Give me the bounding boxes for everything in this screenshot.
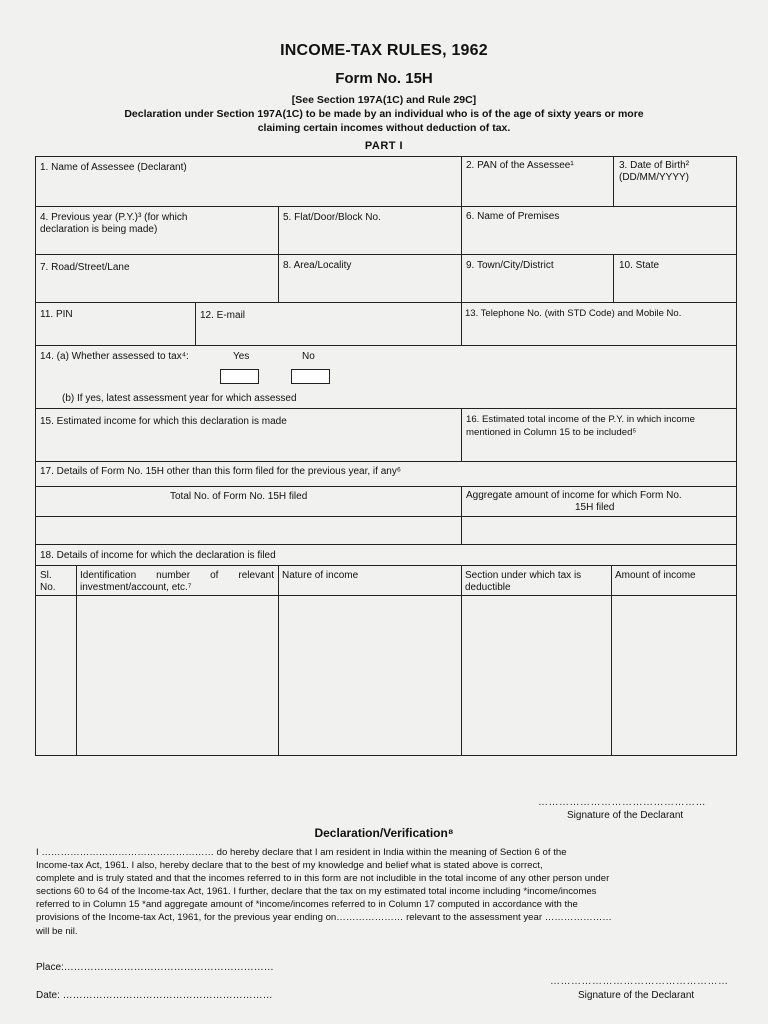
signature-label-2: Signature of the Declarant xyxy=(578,990,695,1001)
declaration-heading-line1: Declaration under Section 197A(1C) to be made by an individual who is of the age of sixty years or more xyxy=(124,108,644,120)
no-checkbox[interactable] xyxy=(291,369,330,384)
field-name-of-assessee[interactable]: 1. Name of Assessee (Declarant) xyxy=(40,162,187,173)
col-section-deductible: Section under which tax is xyxy=(465,570,582,581)
field-flat-door-block[interactable]: 5. Flat/Door/Block No. xyxy=(283,212,381,223)
field-telephone[interactable]: 13. Telephone No. (with STD Code) and Mobile No. xyxy=(465,308,682,319)
col-sl-no: Sl. xyxy=(40,570,52,581)
no-label: No xyxy=(302,351,315,362)
verification-line: I ……………………………………………… do hereby declare that I am resident in India within the meaning of Section 6 of the xyxy=(36,847,567,858)
col-section-deductible-line2: deductible xyxy=(465,582,511,593)
input-aggregate-amount[interactable] xyxy=(462,517,736,544)
part-label: PART I xyxy=(364,140,404,152)
col-sl-no-line2: No. xyxy=(40,582,56,593)
verification-line: complete and is truly stated and that the incomes referred to in this form are not includible in the total income of any other person under xyxy=(36,873,610,885)
col-nature-of-income: Nature of income xyxy=(282,570,359,581)
field-pin[interactable]: 11. PIN xyxy=(40,309,73,320)
yes-checkbox[interactable] xyxy=(220,369,259,384)
field-name-of-premises[interactable]: 6. Name of Premises xyxy=(466,211,560,222)
field-town-city[interactable]: 9. Town/City/District xyxy=(466,260,554,271)
field-area-locality[interactable]: 8. Area/Locality xyxy=(283,260,352,271)
field-other-forms-heading: 17. Details of Form No. 15H other than this form filed for the previous year, if any⁶ xyxy=(40,466,401,477)
col-identification-number: Identification number of relevant xyxy=(80,570,274,581)
field-previous-year[interactable]: 4. Previous year (P.Y.)³ (for which xyxy=(40,212,188,223)
col-total-forms-filed: Total No. of Form No. 15H filed xyxy=(170,491,308,502)
date-field[interactable]: Date: ……………………………………………………… xyxy=(36,990,273,1001)
verification-line: provisions of the Income-tax Act, 1961, for the previous year ending on………………… relevant to the assessment year ………………… xyxy=(36,912,612,924)
field-state[interactable]: 10. State xyxy=(619,260,660,271)
field-road-street[interactable]: 7. Road/Street/Lane xyxy=(40,262,130,273)
field-latest-assessment-year[interactable]: (b) If yes, latest assessment year for which assessed xyxy=(62,393,297,404)
form-title: Form No. 15H xyxy=(335,70,433,87)
input-total-forms-filed[interactable] xyxy=(36,517,461,544)
see-section: [See Section 197A(1C) and Rule 29C] xyxy=(291,94,477,106)
rules-title: INCOME-TAX RULES, 1962 xyxy=(280,42,488,59)
col-identification-number-line2: investment/account, etc.⁷ xyxy=(80,582,192,593)
col-amount-of-income: Amount of income xyxy=(615,570,696,581)
field-previous-year-note: declaration is being made) xyxy=(40,224,158,235)
field-estimated-total-income-note: mentioned in Column 15 to be included⁵ xyxy=(466,427,637,438)
signature-line-2[interactable]: …………………………………………… xyxy=(550,976,729,987)
verification-line: referred to in Column 15 *and aggregate amount of *income/incomes referred to in Column 17 computed in accordance with the xyxy=(36,899,578,911)
verification-line: Income-tax Act, 1961. I also, hereby declare that to the best of my knowledge and belief what is stated above is correct, xyxy=(36,860,543,872)
signature-line-1[interactable]: ………………………………………… xyxy=(538,797,706,808)
field-date-of-birth-format: (DD/MM/YYYY) xyxy=(619,172,689,183)
col-aggregate-amount-line2: 15H filed xyxy=(575,502,615,513)
verification-paragraph xyxy=(36,846,736,938)
field-estimated-total-income[interactable]: 16. Estimated total income of the P.Y. in which income xyxy=(466,414,695,425)
income-details-entry-area[interactable] xyxy=(36,596,736,755)
signature-label-1: Signature of the Declarant xyxy=(567,810,684,821)
field-estimated-income[interactable]: 15. Estimated income for which this declaration is made xyxy=(40,416,287,427)
col-aggregate-amount: Aggregate amount of income for which Form No. xyxy=(466,490,682,501)
yes-label: Yes xyxy=(233,351,250,362)
field-pan[interactable]: 2. PAN of the Assessee¹ xyxy=(466,160,574,171)
verification-title: Declaration/Verification⁸ xyxy=(314,826,454,840)
verification-line: will be nil. xyxy=(36,925,78,937)
field-email[interactable]: 12. E-mail xyxy=(200,310,246,321)
field-date-of-birth[interactable]: 3. Date of Birth² xyxy=(619,160,690,171)
field-assessed-to-tax: 14. (a) Whether assessed to tax⁴: xyxy=(40,351,189,362)
declaration-heading-line2: claiming certain incomes without deduction of tax. xyxy=(257,122,511,134)
verification-line: sections 60 to 64 of the Income-tax Act, 1961. I further, declare that the tax on my estimated total income including *income/incomes xyxy=(36,886,597,898)
field-income-details-heading: 18. Details of income for which the declaration is filed xyxy=(40,550,276,561)
place-field[interactable]: Place:……………………………………………………… xyxy=(36,962,274,973)
